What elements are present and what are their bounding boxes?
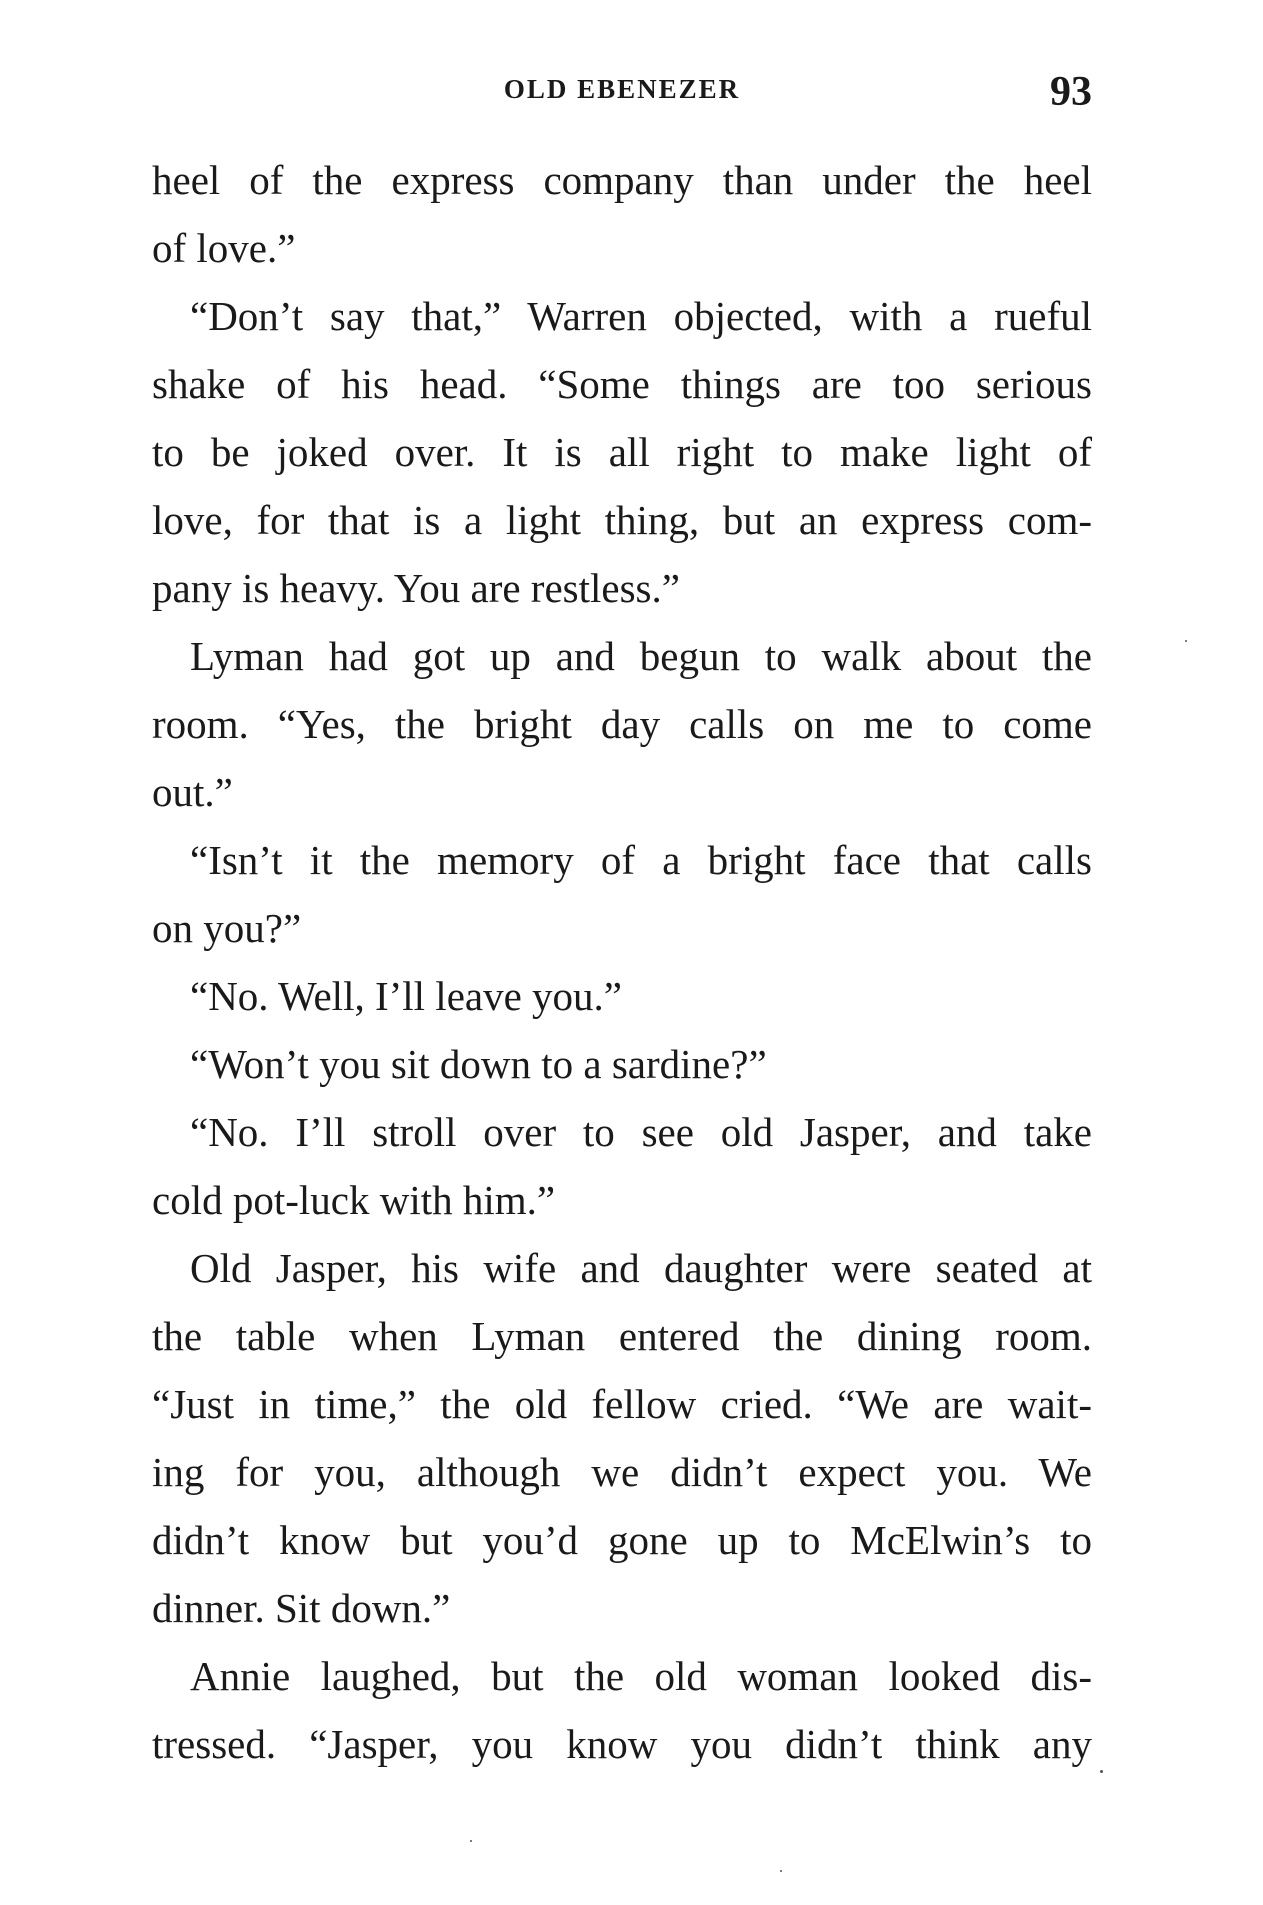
paper-speck [1185, 640, 1187, 642]
text-line: “No. Well, I’ll leave you.” [190, 973, 622, 1019]
text-line: Lyman had got up and begun to walk about the [190, 633, 1092, 679]
text-line: tressed. “Jasper, you know you didn’t think any [152, 1721, 1092, 1767]
text-line: “Don’t say that,” Warren objected, with a rueful [190, 293, 1092, 339]
paper-speck [780, 1870, 782, 1872]
text-line: “Just in time,” the old fellow cried. “We are wait- [152, 1381, 1092, 1427]
body-text [152, 146, 1092, 1778]
text-line: the table when Lyman entered the dining room. [152, 1313, 1092, 1359]
running-title: OLD EBENEZER [503, 74, 741, 104]
text-line: pany is heavy. You are restless.” [152, 565, 680, 611]
text-line: “Won’t you sit down to a sardine?” [190, 1041, 767, 1087]
text-line: love, for that is a light thing, but an express com- [152, 497, 1092, 543]
text-line: dinner. Sit down.” [152, 1585, 451, 1631]
text-line: ing for you, although we didn’t expect you. We [152, 1449, 1092, 1495]
text-line: “Isn’t it the memory of a bright face that calls [190, 837, 1092, 883]
text-line: on you?” [152, 905, 302, 951]
text-line: Annie laughed, but the old woman looked dis- [190, 1653, 1092, 1699]
text-line: of love.” [152, 225, 296, 271]
text-line: cold pot-luck with him.” [152, 1177, 556, 1223]
paper-speck [470, 1840, 472, 1842]
text-line: heel of the express company than under the heel [152, 157, 1092, 203]
text-line: room. “Yes, the bright day calls on me to come [152, 701, 1092, 747]
text-line: to be joked over. It is all right to make light of [152, 429, 1092, 475]
text-line: Old Jasper, his wife and daughter were seated at [190, 1245, 1092, 1291]
text-line: didn’t know but you’d gone up to McElwin’s to [152, 1517, 1092, 1563]
text-line: shake of his head. “Some things are too serious [152, 361, 1092, 407]
text-line: out.” [152, 769, 233, 815]
running-head [152, 70, 1092, 120]
text-line: “No. I’ll stroll over to see old Jasper, and take [190, 1109, 1092, 1155]
paper-speck [1100, 1770, 1103, 1773]
page-number: 93 [1050, 69, 1092, 115]
